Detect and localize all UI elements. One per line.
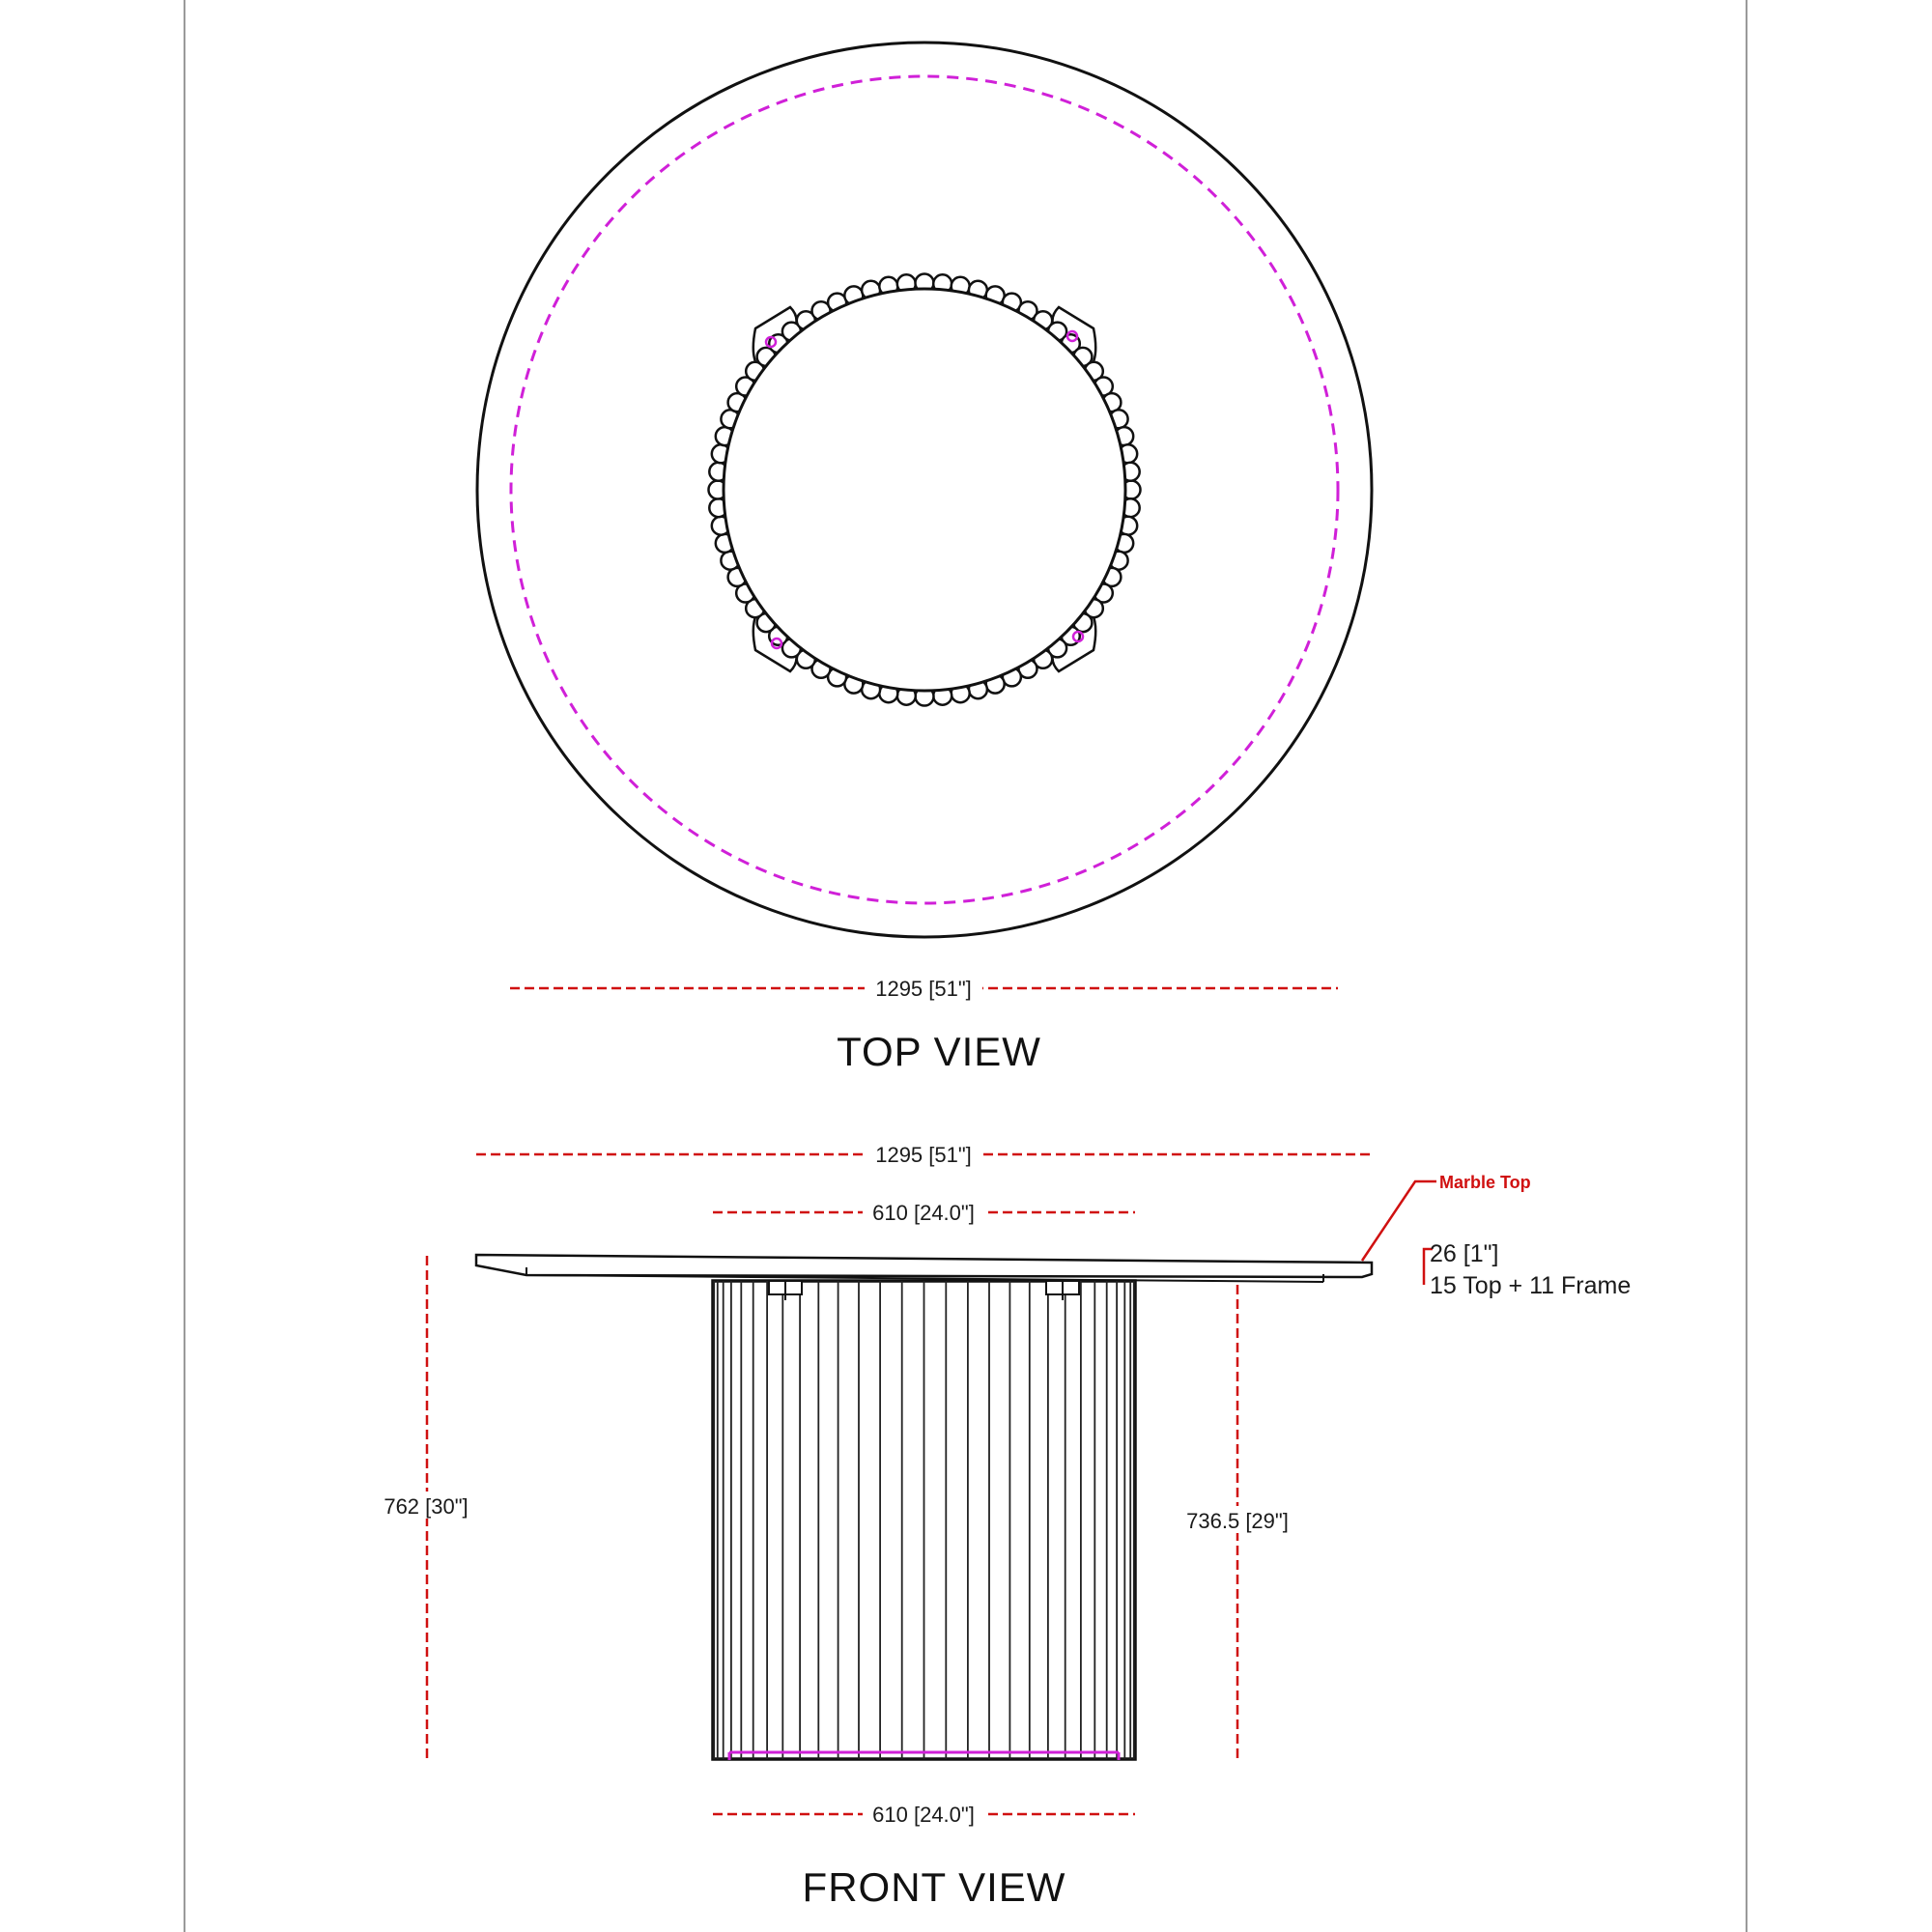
base-width-bottom-dimension: 610 [24.0"] — [872, 1803, 975, 1827]
base-height-dimension: 736.5 [29"] — [1186, 1509, 1289, 1533]
base-inner-circle — [724, 289, 1125, 691]
thickness-breakdown-note: 15 Top + 11 Frame — [1430, 1272, 1632, 1299]
front-view-title: FRONT VIEW — [802, 1864, 1066, 1910]
marble-top-slab — [476, 1255, 1372, 1277]
front-width-dimension: 1295 [51"] — [875, 1143, 972, 1167]
overall-height-dimension: 762 [30"] — [384, 1494, 469, 1519]
top-view — [477, 43, 1372, 1074]
marble-top-callout: Marble Top — [1439, 1173, 1531, 1192]
top-view-title: TOP VIEW — [837, 1029, 1041, 1074]
top-thickness-dimension: 26 [1"] — [1430, 1240, 1499, 1267]
front-view — [375, 1140, 1631, 1910]
base-width-top-dimension: 610 [24.0"] — [872, 1201, 975, 1225]
top-width-dimension: 1295 [51"] — [875, 977, 972, 1001]
